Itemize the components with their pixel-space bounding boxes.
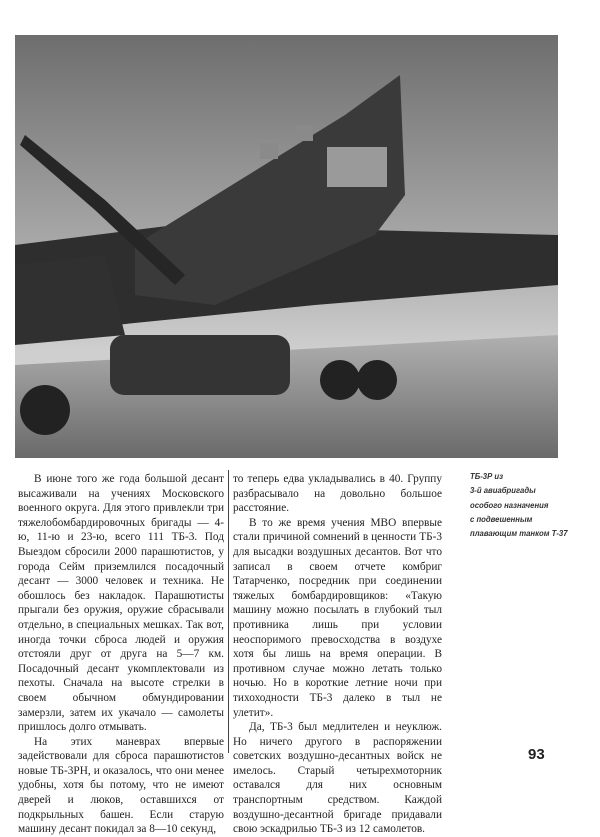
paragraph: Да, ТБ-3 был медлителен и неуклюж. Но ничего другого в распоряжении советских воздушно-десантных войск не имелось. Старый четырехмоторник оставался для них основным транспортным средством. Каждой воздушно-десантной бригаде придавали свою эскадрилью ТБ-3 из 12 самолетов. xyxy=(233,721,442,836)
cockpit-window xyxy=(327,147,387,187)
caption-line: ТБ-3Р из xyxy=(470,471,504,481)
landing-wheel xyxy=(320,360,360,400)
caption-line: с подвешенным xyxy=(470,513,533,524)
fuselage-window xyxy=(295,125,313,141)
paragraph: В июне того же года большой десант высаживали на учениях Московского военного округа. Для этого привлекли три тяжелобомбардировочных бригады — 4-ю, 11-ю и 23-ю, всего 111 ТБ-3. Под Выездом сбросили 2000 парашютистов, у города Сейм приземлился посадочный десант — 3000 человек и техника. Не обошлось без накладок. Парашютисты прыгали без оружия, оружие сбрасывали отдельно, в специальных мешках. Так вот, иногда точки сброса людей и оружия отстояли друг от друга на 5—7 км. Посадочный десант укомплектовали из пехоты. Сначала на высоте стрелки в своем обычном обмундировании замерзли, затем их укачало — самолеты пришлось долго отмывать. xyxy=(18,473,224,734)
caption-line: плавающим танком Т-37 xyxy=(470,528,568,539)
photo-tb3-bomber-with-tank xyxy=(15,35,558,458)
column-divider xyxy=(228,470,229,753)
paragraph: В то же время учения МВО впервые стали причиной сомнений в ценности ТБ-3 для высадки воздушных десантов. Вот что записал в своем отчете комбриг Татарченко, посредник при соединении тяжелых бомбардировщиков: «Такую машину можно посылать в глубокий тыл противника лишь при условии неоспоримого превосходства в воздухе хотя бы лишь на время операции. В противном случае можно летать только ночью. Но в короткие летние ночи при тихоходности ТБ-3 далеко в тыл не улетит». xyxy=(233,516,442,719)
caption-line: особого назначения xyxy=(470,499,549,510)
tank-t37 xyxy=(110,335,290,395)
landing-wheel xyxy=(20,385,70,435)
page-number: 93 xyxy=(528,746,545,763)
landing-wheel xyxy=(357,360,397,400)
paragraph: На этих маневрах впервые задействовали для сброса парашютистов новые ТБ-3РН, и оказалось, что они менее удобны, хотя бы потому, что не имеют дверей и люков, оставшихся от подкрыльных башен. Если старую машину десант покидал за 8—10 секунд, xyxy=(18,735,224,836)
photo-caption xyxy=(470,469,583,540)
text-column-1 xyxy=(18,472,224,837)
text-column-2 xyxy=(233,472,442,837)
paragraph: то теперь едва укладывались в 40. Группу разбрасывало на довольно большое расстояние. xyxy=(233,473,442,515)
fuselage-window xyxy=(260,143,278,159)
caption-line: 3-й авиабригады xyxy=(470,485,536,496)
